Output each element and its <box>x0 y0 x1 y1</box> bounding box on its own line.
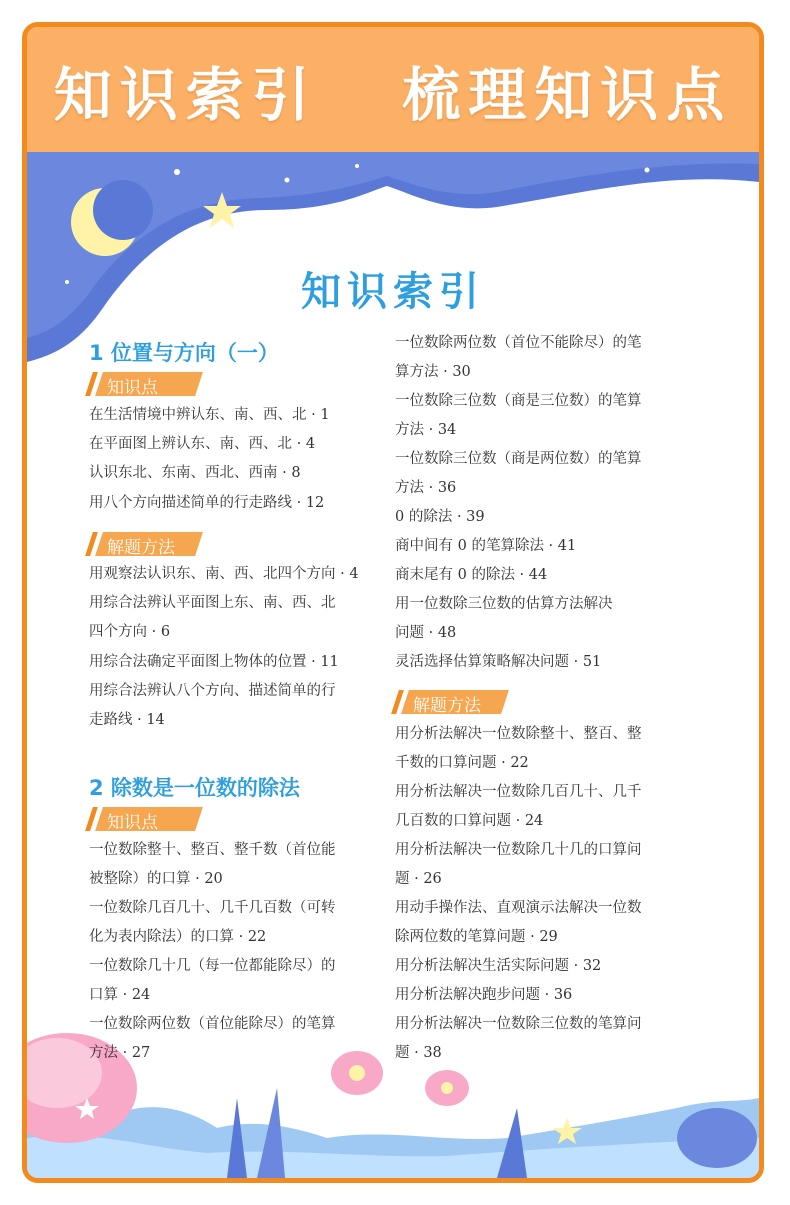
knowledge-tag-label: 知识点 <box>107 378 158 398</box>
list-item: 算方法 · 30 <box>395 364 471 380</box>
list-item: 商中间有 0 的笔算除法 · 41 <box>395 538 577 554</box>
method-tag <box>395 690 513 714</box>
list-item: 用综合法辨认平面图上东、南、西、北 <box>89 595 336 611</box>
list-item: 灵活选择估算策略解决问题 · 51 <box>395 654 602 670</box>
list-item: 用综合法确定平面图上物体的位置 · 11 <box>89 654 339 670</box>
list-item: 千数的口算问题 · 22 <box>395 755 529 771</box>
list-item: 用动手操作法、直观演示法解决一位数 <box>395 900 642 916</box>
list-item: 用综合法辨认八个方向、描述简单的行 <box>89 683 336 699</box>
list-item: 0 的除法 · 39 <box>395 509 485 525</box>
list-item: 一位数除三位数（商是三位数）的笔算 <box>395 393 642 409</box>
list-item: 用一位数除三位数的估算方法解决 <box>395 596 613 612</box>
knowledge-tag <box>89 372 207 396</box>
list-item: 商末尾有 0 的除法 · 44 <box>395 567 548 583</box>
list-item: 方法 · 36 <box>395 480 457 496</box>
page-title: 知识索引 <box>301 269 485 315</box>
list-item: 题 · 26 <box>395 871 442 887</box>
list-item: 一位数除整十、整百、整千数（首位能 <box>89 842 336 858</box>
list-item: 四个方向 · 6 <box>89 624 171 640</box>
list-item: 方法 · 27 <box>89 1045 151 1061</box>
list-item: 用分析法解决生活实际问题 · 32 <box>395 958 602 974</box>
list-item: 用八个方向描述简单的行走路线 · 12 <box>89 495 325 511</box>
banner-title: 知识索引 梳理知识点 <box>53 60 733 129</box>
list-item: 口算 · 24 <box>89 987 151 1003</box>
method-tag-label: 解题方法 <box>107 538 175 558</box>
chapter-2-title: 2 除数是一位数的除法 <box>89 776 300 800</box>
list-item: 题 · 38 <box>395 1045 442 1061</box>
list-item: 一位数除几十几（每一位都能除尽）的 <box>89 958 336 974</box>
knowledge-tag <box>89 807 207 831</box>
list-item: 一位数除两位数（首位能除尽）的笔算 <box>89 1016 336 1032</box>
list-item: 用分析法解决一位数除几百几十、几千 <box>395 784 642 800</box>
list-item: 一位数除几百几十、几千几百数（可转 <box>89 900 336 916</box>
method-tag <box>89 532 207 556</box>
list-item: 在生活情境中辨认东、南、西、北 · 1 <box>89 407 330 423</box>
list-item: 问题 · 48 <box>395 625 457 641</box>
list-item: 走路线 · 14 <box>89 712 165 728</box>
chapter-1-title: 1 位置与方向（一） <box>89 341 279 365</box>
list-item: 一位数除三位数（商是两位数）的笔算 <box>395 451 642 467</box>
list-item: 几百数的口算问题 · 24 <box>395 813 544 829</box>
method-tag-label: 解题方法 <box>413 696 481 716</box>
list-item: 用分析法解决一位数除三位数的笔算问 <box>395 1016 642 1032</box>
knowledge-tag-label: 知识点 <box>107 813 158 833</box>
list-item: 化为表内除法）的口算 · 22 <box>89 929 267 945</box>
list-item: 用分析法解决一位数除几十几的口算问 <box>395 842 642 858</box>
list-item: 一位数除两位数（首位不能除尽）的笔 <box>395 335 642 351</box>
page-frame <box>22 22 764 1183</box>
list-item: 除两位数的笔算问题 · 29 <box>395 929 558 945</box>
list-item: 用分析法解决跑步问题 · 36 <box>395 987 573 1003</box>
header-banner <box>27 27 759 152</box>
flower-decoration <box>27 978 759 1178</box>
list-item: 用观察法认识东、南、西、北四个方向 · 4 <box>89 566 359 582</box>
list-item: 用分析法解决一位数除整十、整百、整 <box>395 726 642 742</box>
list-item: 在平面图上辨认东、南、西、北 · 4 <box>89 436 316 452</box>
list-item: 认识东北、东南、西北、西南 · 8 <box>89 465 301 481</box>
list-item: 方法 · 34 <box>395 422 457 438</box>
list-item: 被整除）的口算 · 20 <box>89 871 223 887</box>
